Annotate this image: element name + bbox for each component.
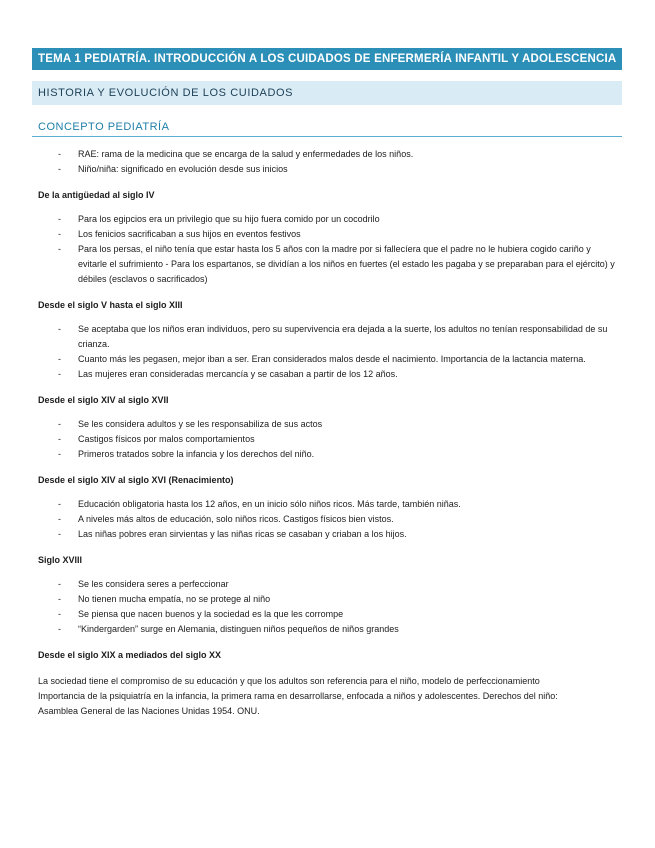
list-item-text: No tienen mucha empatía, no se protege al niño (78, 594, 271, 604)
list-item-text: Se piensa que nacen buenos y la sociedad es la que les corrompe (78, 609, 344, 619)
list-item-text: A niveles más altos de educación, solo niños ricos. Castigos físicos bien vistos. (78, 514, 394, 524)
bullet-dash: - (58, 369, 61, 379)
paragraph-line: La sociedad tiene el compromiso de su educación y que los adultos son referencia para el niño, modelo de perfeccionamiento (38, 676, 540, 686)
list-item-text: Niño/niña: significado en evolución desde sus inicios (78, 164, 288, 174)
bullet-dash: - (58, 449, 61, 459)
list-item-text: Para los persas, el niño tenía que estar hasta los 5 años con la madre por si fallecíera que el padre no le hubiera cogido cariño y evitarle el sufrimiento - Para los espartanos, se dividían a los niños en fuertes (el estado les pagaba y se preparaban para el ejército) y débiles (esclavos o sacrificados) (78, 244, 615, 284)
bullet-dash: - (58, 624, 61, 634)
era-heading: Desde el siglo XIV al siglo XVII (38, 395, 169, 405)
list-item (32, 577, 622, 592)
era-heading: De la antigüedad al siglo IV (38, 190, 155, 200)
bullet-dash: - (58, 229, 61, 239)
list-item (32, 367, 622, 382)
bullet-dash: - (58, 419, 61, 429)
bullet-dash: - (58, 164, 61, 174)
list-item-text: “Kindergarden” surge en Alemania, distinguen niños pequeños de niños grandes (78, 624, 399, 634)
closing-paragraph (32, 674, 622, 719)
list-item-text: Los fenicios sacrificaban a sus hijos en eventos festivos (78, 229, 301, 239)
subsection-heading-concept: CONCEPTO PEDIATRÍA (32, 121, 622, 137)
bullet-dash: - (58, 149, 61, 159)
list-item (32, 622, 622, 637)
list-item-text: Se les considera seres a perfeccionar (78, 579, 229, 589)
bullet-dash: - (58, 579, 61, 589)
bullet-dash: - (58, 514, 61, 524)
era-list (32, 497, 622, 542)
list-item (32, 162, 622, 177)
list-item-text: RAE: rama de la medicina que se encarga de la salud y enfermedades de los niños. (78, 149, 414, 159)
list-item (32, 527, 622, 542)
list-item-text: Se aceptaba que los niños eran individuos, pero su supervivencia era dejada a la suerte, los adultos no tenían responsabilidad de su crianza. (78, 324, 608, 349)
bullet-dash: - (58, 354, 61, 364)
bullet-dash: - (58, 244, 61, 254)
bullet-dash: - (58, 594, 61, 604)
era-list (32, 322, 622, 382)
list-item (32, 607, 622, 622)
bullet-dash: - (58, 609, 61, 619)
paragraph-line: Asamblea General de las Naciones Unidas 1954. ONU. (38, 706, 260, 716)
bullet-dash: - (58, 499, 61, 509)
list-item (32, 417, 622, 432)
section-heading-history: HISTORIA Y EVOLUCIÓN DE LOS CUIDADOS (32, 81, 622, 105)
document-page (32, 48, 622, 719)
list-item-text: Educación obligatoria hasta los 12 años, en un inicio sólo niños ricos. Más tarde, también niñas. (78, 499, 461, 509)
list-item (32, 147, 622, 162)
era-list (32, 417, 622, 462)
list-item (32, 497, 622, 512)
bullet-dash: - (58, 324, 61, 334)
list-item-text: Para los egipcios era un privilegio que su hijo fuera comido por un cocodrilo (78, 214, 380, 224)
list-item (32, 212, 622, 227)
era-list (32, 212, 622, 287)
list-item-text: Las mujeres eran consideradas mercancía y se casaban a partir de los 12 años. (78, 369, 398, 379)
concept-list (32, 147, 622, 177)
list-item (32, 432, 622, 447)
bullet-dash: - (58, 529, 61, 539)
era-list (32, 577, 622, 637)
list-item (32, 227, 622, 242)
list-item-text: Las niñas pobres eran sirvientas y las niñas ricas se casaban y criaban a los hijos. (78, 529, 407, 539)
list-item-text: Castigos físicos por malos comportamientos (78, 434, 255, 444)
era-heading: Desde el siglo XIX a mediados del siglo XX (38, 650, 222, 660)
era-heading: Desde el siglo V hasta el siglo XIII (38, 300, 183, 310)
list-item (32, 592, 622, 607)
list-item (32, 322, 622, 352)
document-title: TEMA 1 PEDIATRÍA. INTRODUCCIÓN A LOS CUIDADOS DE ENFERMERÍA INFANTIL Y ADOLESCENCIA (32, 48, 622, 70)
list-item (32, 512, 622, 527)
list-item-text: Primeros tratados sobre la infancia y los derechos del niño. (78, 449, 315, 459)
list-item (32, 447, 622, 462)
era-heading: Siglo XVIII (38, 555, 83, 565)
list-item (32, 242, 622, 287)
bullet-dash: - (58, 214, 61, 224)
list-item-text: Se les considera adultos y se les responsabiliza de sus actos (78, 419, 323, 429)
list-item (32, 352, 622, 367)
list-item-text: Cuanto más les pegasen, mejor iban a ser. Eran considerados malos desde el nacimiento. Importancia de la lactancia materna. (78, 354, 586, 364)
paragraph-line: Importancia de la psiquiatría en la infancia, la primera rama en desarrollarse, enfocada a niños y adolescentes. Derechos del niño: (38, 691, 558, 701)
bullet-dash: - (58, 434, 61, 444)
era-heading: Desde el siglo XIV al siglo XVI (Renacimiento) (38, 475, 234, 485)
